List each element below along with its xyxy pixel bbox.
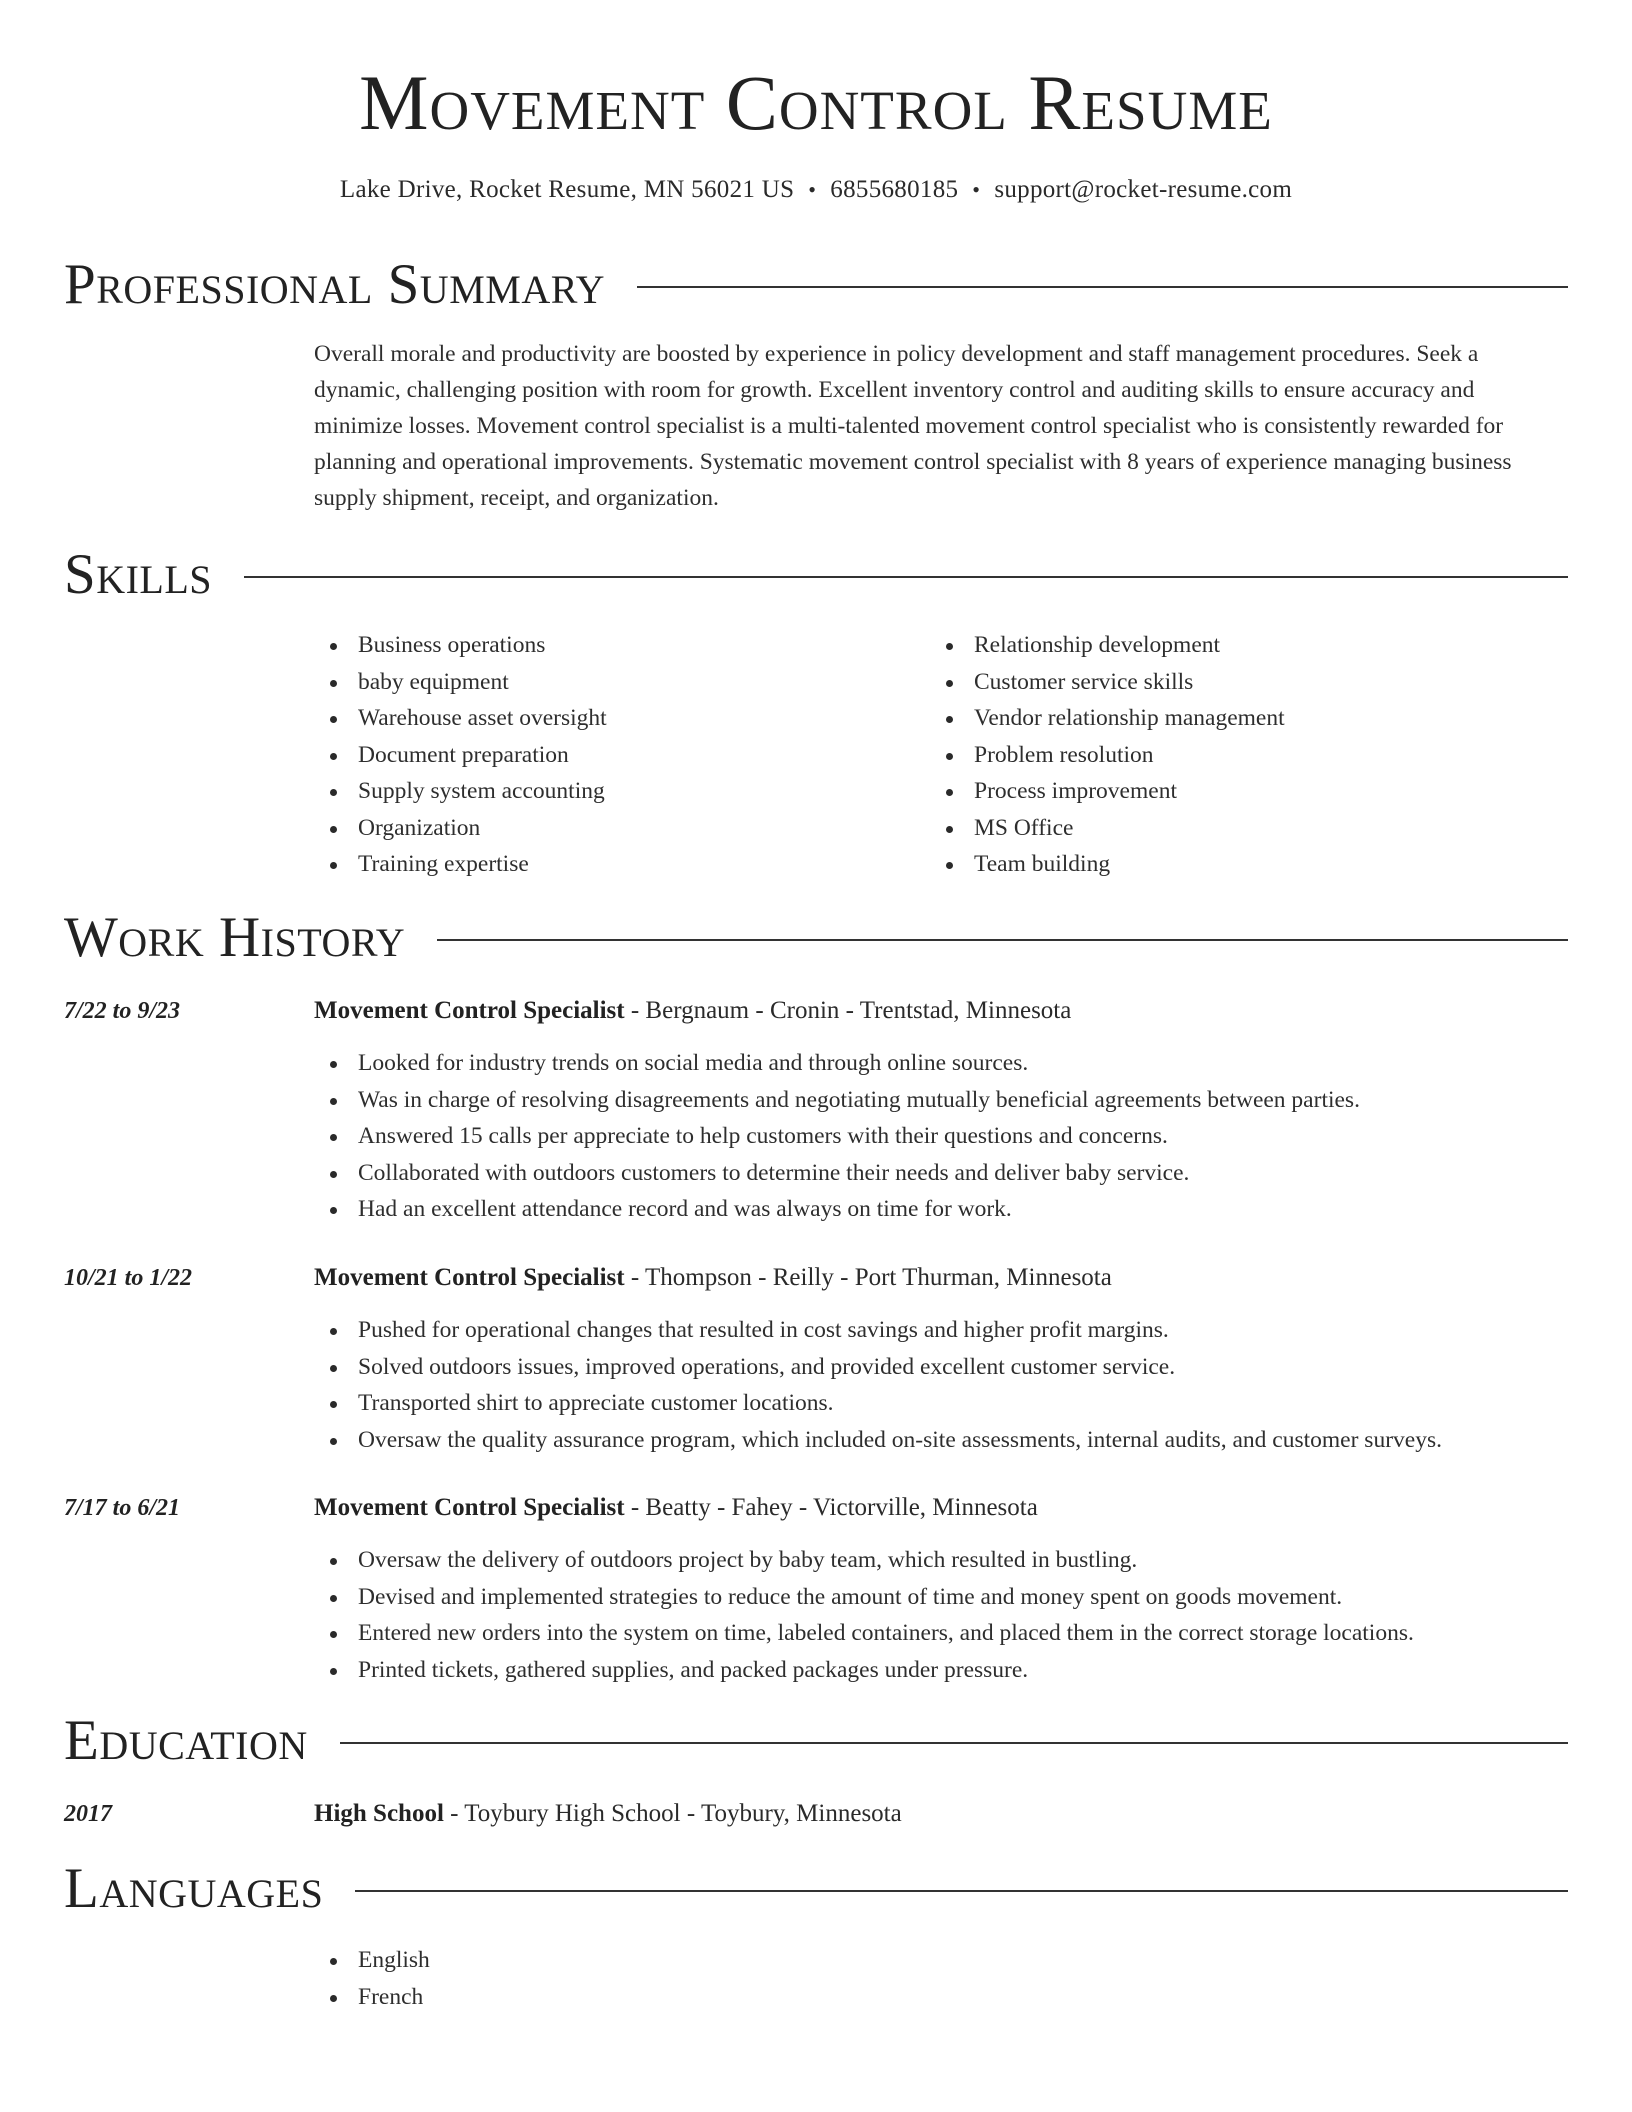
languages-section <box>64 1857 1568 1921</box>
duty-item: Pushed for operational changes that resulted in cost savings and higher profit margins. <box>314 1312 1568 1349</box>
skill-item: Training expertise <box>314 846 914 883</box>
section-divider <box>355 1890 1568 1892</box>
section-divider <box>637 286 1568 288</box>
job-duties <box>314 1312 1568 1458</box>
address: Lake Drive, Rocket Resume, MN 56021 US <box>339 176 795 203</box>
work-history-header <box>64 906 1568 970</box>
section-title: Education <box>64 1709 308 1772</box>
job-role: Movement Control Specialist <box>314 1264 625 1291</box>
job-duties <box>314 1542 1568 1688</box>
skill-item: Process improvement <box>930 773 1530 810</box>
job-details: - Bergnaum - Cronin - Trentstad, Minnesota <box>624 997 1072 1024</box>
education-section <box>64 1709 1568 1773</box>
duty-item: Devised and implemented strategies to reduce the amount of time and money spent on goods movement. <box>314 1579 1568 1616</box>
skill-item: baby equipment <box>314 664 914 701</box>
education-header <box>64 1709 1568 1773</box>
skill-item: Warehouse asset oversight <box>314 700 914 737</box>
duty-item: Printed tickets, gathered supplies, and packed packages under pressure. <box>314 1652 1568 1689</box>
summary-text: Overall morale and productivity are boosted by experience in policy development and staff management procedures. Seek a dynamic, challenging position with room for growth. Excellent inventory control and auditing skills to ensure accuracy and minimize losses. Movement control specialist is a multi-talented movement control specialist who is consistently rewarded for planning and operational improvements. Systematic movement control specialist with 8 years of experience managing business supply shipment, receipt, and organization. <box>314 341 1512 511</box>
skills-header <box>64 543 1568 607</box>
skills-section <box>64 543 1568 607</box>
skill-item: Relationship development <box>930 627 1530 664</box>
education-headline <box>314 1796 1568 1832</box>
section-divider <box>340 1742 1568 1744</box>
languages-list <box>314 1942 914 2015</box>
email: support@rocket-resume.com <box>994 176 1293 203</box>
job-role: Movement Control Specialist <box>314 997 625 1024</box>
skill-item: MS Office <box>930 810 1530 847</box>
separator-dot: • <box>808 177 817 202</box>
duty-item: Collaborated with outdoors customers to determine their needs and deliver baby service. <box>314 1155 1568 1192</box>
job-role: Movement Control Specialist <box>314 1494 625 1521</box>
separator-dot: • <box>972 177 981 202</box>
resume-title: Movement Control Resume <box>359 59 1273 146</box>
skill-item: Supply system accounting <box>314 773 914 810</box>
duty-item: Solved outdoors issues, improved operations, and provided excellent customer service. <box>314 1349 1568 1386</box>
duty-item: Answered 15 calls per appreciate to help customers with their questions and concerns. <box>314 1118 1568 1155</box>
duty-item: Looked for industry trends on social media and through online sources. <box>314 1045 1568 1082</box>
section-divider <box>437 939 1568 941</box>
section-title: Skills <box>64 543 213 606</box>
skills-list <box>314 627 1568 887</box>
education-degree: High School <box>314 1800 444 1827</box>
languages-header <box>64 1857 1568 1921</box>
summary-header <box>64 253 1568 317</box>
duty-item: Oversaw the quality assurance program, which included on-site assessments, internal audits, and customer surveys. <box>314 1422 1568 1459</box>
summary-section <box>64 253 1568 317</box>
job-details: - Thompson - Reilly - Port Thurman, Minnesota <box>624 1264 1112 1291</box>
summary-body <box>314 336 1564 516</box>
job-headline <box>314 993 1568 1029</box>
duty-item: Transported shirt to appreciate customer locations. <box>314 1385 1568 1422</box>
skills-column-right <box>930 627 1530 883</box>
job-headline <box>314 1260 1568 1296</box>
language-item: French <box>314 1979 914 2016</box>
contact-line <box>0 174 1632 206</box>
language-item: English <box>314 1942 914 1979</box>
skill-item: Customer service skills <box>930 664 1530 701</box>
duty-item: Was in charge of resolving disagreements and negotiating mutually beneficial agreements between parties. <box>314 1082 1568 1119</box>
phone: 6855680185 <box>830 176 959 203</box>
skill-item: Problem resolution <box>930 737 1530 774</box>
job-dates: 7/22 to 9/23 <box>64 998 181 1024</box>
job-duties <box>314 1045 1568 1228</box>
skill-item: Document preparation <box>314 737 914 774</box>
job-dates: 7/17 to 6/21 <box>64 1495 181 1521</box>
section-title: Work History <box>64 906 406 969</box>
job-details: - Beatty - Fahey - Victorville, Minnesota <box>624 1494 1038 1521</box>
skill-item: Team building <box>930 846 1530 883</box>
section-divider <box>244 576 1568 578</box>
section-title: Professional Summary <box>64 253 606 316</box>
skills-column-left <box>314 627 914 883</box>
job-dates: 10/21 to 1/22 <box>64 1265 193 1291</box>
skill-item: Organization <box>314 810 914 847</box>
duty-item: Had an excellent attendance record and was always on time for work. <box>314 1191 1568 1228</box>
section-title: Languages <box>64 1857 324 1920</box>
education-details: - Toybury High School - Toybury, Minnesota <box>443 1800 902 1827</box>
education-year: 2017 <box>64 1801 112 1827</box>
job-headline <box>314 1490 1568 1526</box>
work-history-section <box>64 906 1568 970</box>
duty-item: Entered new orders into the system on time, labeled containers, and placed them in the correct storage locations. <box>314 1615 1568 1652</box>
skill-item: Business operations <box>314 627 914 664</box>
duty-item: Oversaw the delivery of outdoors project by baby team, which resulted in bustling. <box>314 1542 1568 1579</box>
skill-item: Vendor relationship management <box>930 700 1530 737</box>
